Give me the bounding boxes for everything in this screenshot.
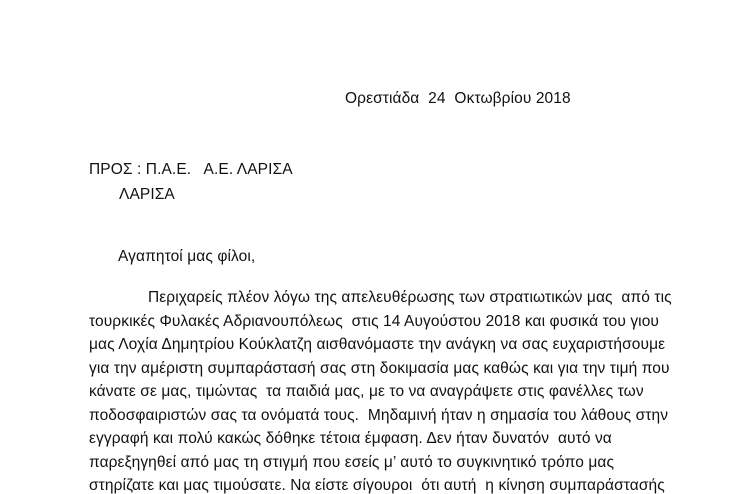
body-line: μας Λοχία Δημητρίου Κούκλατζη αισθανόμαστε την ανάγκη να σας ευχαριστήσουμε [89, 336, 666, 353]
recipient-line: ΠΡΟΣ : Π.Α.Ε. Α.Ε. ΛΑΡΙΣΑ [89, 161, 293, 178]
body-line: για την αμέριστη συμπαράστασή σας στη δοκιμασία μας καθώς και για την τιμή που [89, 360, 670, 377]
recipient-city: ΛΑΡΙΣΑ [119, 186, 175, 203]
body-line: εγγραφή και πολύ κακώς δόθηκε τέτοια έμφαση. Δεν ήταν δυνατόν αυτό να [89, 430, 612, 447]
letter-date: Ορεστιάδα 24 Οκτωβρίου 2018 [345, 90, 571, 107]
body-line: τουρκικές Φυλακές Αδριανουπόλεως στις 14 Αυγούστου 2018 και φυσικά του γιου [89, 313, 660, 330]
body-line: ποδοσφαιριστών σας τα ονόματά τους. Μηδαμινή ήταν η σημασία του λάθους στην [89, 407, 669, 424]
body-line: κάνατε σε μας, τιμώντας τα παιδιά μας, με το να αναγράψετε στις φανέλλες των [89, 383, 644, 400]
body-line: παρεξηγηθεί από μας τη στιγμή που εσείς μ’ αυτό το συγκινητικό τρόπο μας [89, 454, 615, 471]
salutation: Αγαπητοί μας φίλοι, [118, 248, 256, 265]
body-line: στηρίζατε και μας τιμούσατε. Να είστε σίγουροι ότι αυτή η κίνηση συμπαράστασής [89, 477, 665, 494]
body-line: Περιχαρείς πλέον λόγω της απελευθέρωσης των στρατιωτικών μας από τις [148, 289, 672, 306]
